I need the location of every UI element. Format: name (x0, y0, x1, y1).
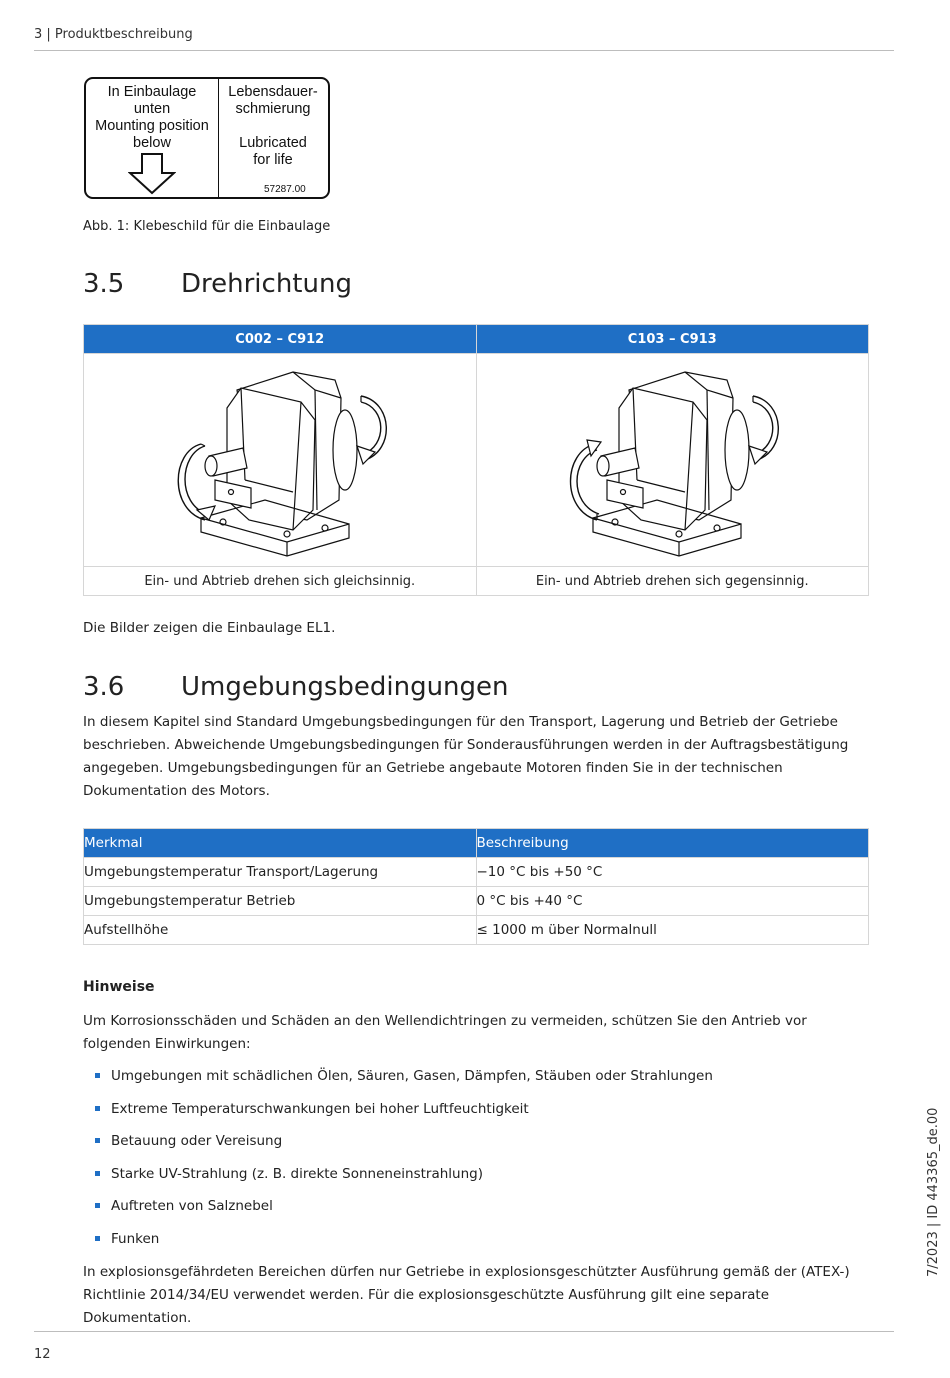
sticker-text: In Einbaulage (107, 84, 197, 100)
figure-caption: Abb. 1: Klebeschild für die Einbaulage (83, 219, 331, 234)
list-item: Betauung oder Vereisung (95, 1131, 875, 1164)
document-id-label: 7/2023 | ID 443365_de.00 (926, 1107, 941, 1277)
column-header: Merkmal (84, 829, 477, 858)
sticker-text: Lubricated (239, 135, 307, 151)
table-header-row (84, 325, 869, 354)
rotation-table (83, 324, 869, 596)
table-cell: 0 °C bis +40 °C (476, 887, 869, 916)
gearbox-same-rotation-icon (84, 354, 477, 567)
page-number: 12 (34, 1347, 51, 1362)
sticker-text: for life (253, 152, 293, 168)
sticker-code: 57287.00 (264, 184, 306, 195)
table-row (84, 916, 869, 945)
column-header: C103 – C913 (476, 325, 869, 354)
section-number: 3.6 (83, 672, 125, 702)
sticker-text: unten (133, 101, 171, 117)
arrow-down-icon (128, 153, 176, 195)
section-heading-3-5 (83, 269, 483, 303)
table-row (84, 858, 869, 887)
list-item: Funken (95, 1229, 875, 1262)
sticker-text: Lebensdauer- (228, 84, 318, 100)
section-intro: In diesem Kapitel sind Standard Umgebungsbedingungen für den Transport, Lagerung und Betrieb der Getriebe beschrieben. Abweichende Umgebungsbedingungen für Sonderausführungen werden in der Auftragsbestätigung angegeben. Umgebungsbedingungen für an Getriebe angebaute Motoren finden Sie in der technischen Dokumentation des Motors. (83, 714, 849, 799)
sticker-text: below (133, 135, 171, 151)
table-cell: Ein- und Abtrieb drehen sich gegensinnig. (476, 567, 869, 596)
sticker-text: schmierung (235, 101, 311, 117)
page-header: 3 | Produktbeschreibung (34, 27, 193, 42)
notes-intro: Um Korrosionsschäden und Schäden an den Wellendichtringen zu vermeiden, schützen Sie den Antrieb vor folgenden Einwirkungen: (83, 1013, 807, 1052)
list-item: Umgebungen mit schädlichen Ölen, Säuren, Gasen, Dämpfen, Stäuben oder Strahlungen (95, 1066, 875, 1099)
table-cell: Umgebungstemperatur Transport/Lagerung (84, 858, 477, 887)
environment-table (83, 828, 869, 945)
gearbox-opposite-rotation-icon (476, 354, 869, 567)
table-row (84, 887, 869, 916)
section-title: Drehrichtung (181, 269, 352, 299)
list-item: Starke UV-Strahlung (z. B. direkte Sonneneinstrahlung) (95, 1164, 875, 1197)
table-cell: Umgebungstemperatur Betrieb (84, 887, 477, 916)
table-header-row (84, 829, 869, 858)
list-item: Auftreten von Salznebel (95, 1196, 875, 1229)
section-number: 3.5 (83, 269, 125, 299)
sticker-left-panel (86, 79, 219, 197)
table-row (84, 354, 869, 567)
mounting-sticker (84, 77, 330, 199)
table-cell: Aufstellhöhe (84, 916, 477, 945)
table-cell: ≤ 1000 m über Normalnull (476, 916, 869, 945)
notes-list (95, 1066, 875, 1262)
footer-divider (34, 1331, 894, 1332)
section-title: Umgebungsbedingungen (181, 672, 509, 702)
column-header: C002 – C912 (84, 325, 477, 354)
section-heading-3-6 (83, 672, 583, 706)
table-cell: Ein- und Abtrieb drehen sich gleichsinnig. (84, 567, 477, 596)
header-divider (34, 50, 894, 51)
sticker-right-panel (218, 79, 328, 197)
table-row (84, 567, 869, 596)
column-header: Beschreibung (476, 829, 869, 858)
notes-heading: Hinweise (83, 979, 155, 995)
rotation-note: Die Bilder zeigen die Einbaulage EL1. (83, 620, 336, 636)
list-item: Extreme Temperaturschwankungen bei hoher Luftfeuchtigkeit (95, 1099, 875, 1132)
table-cell: −10 °C bis +50 °C (476, 858, 869, 887)
closing-paragraph: In explosionsgefährdeten Bereichen dürfen nur Getriebe in explosionsgeschützter Ausführung gemäß der (ATEX-) Richtlinie 2014/34/EU verwendet werden. Für die explosionsgeschützte Ausführung gilt eine separate Dokumentation. (83, 1264, 850, 1326)
sticker-text: Mounting position (95, 118, 209, 134)
